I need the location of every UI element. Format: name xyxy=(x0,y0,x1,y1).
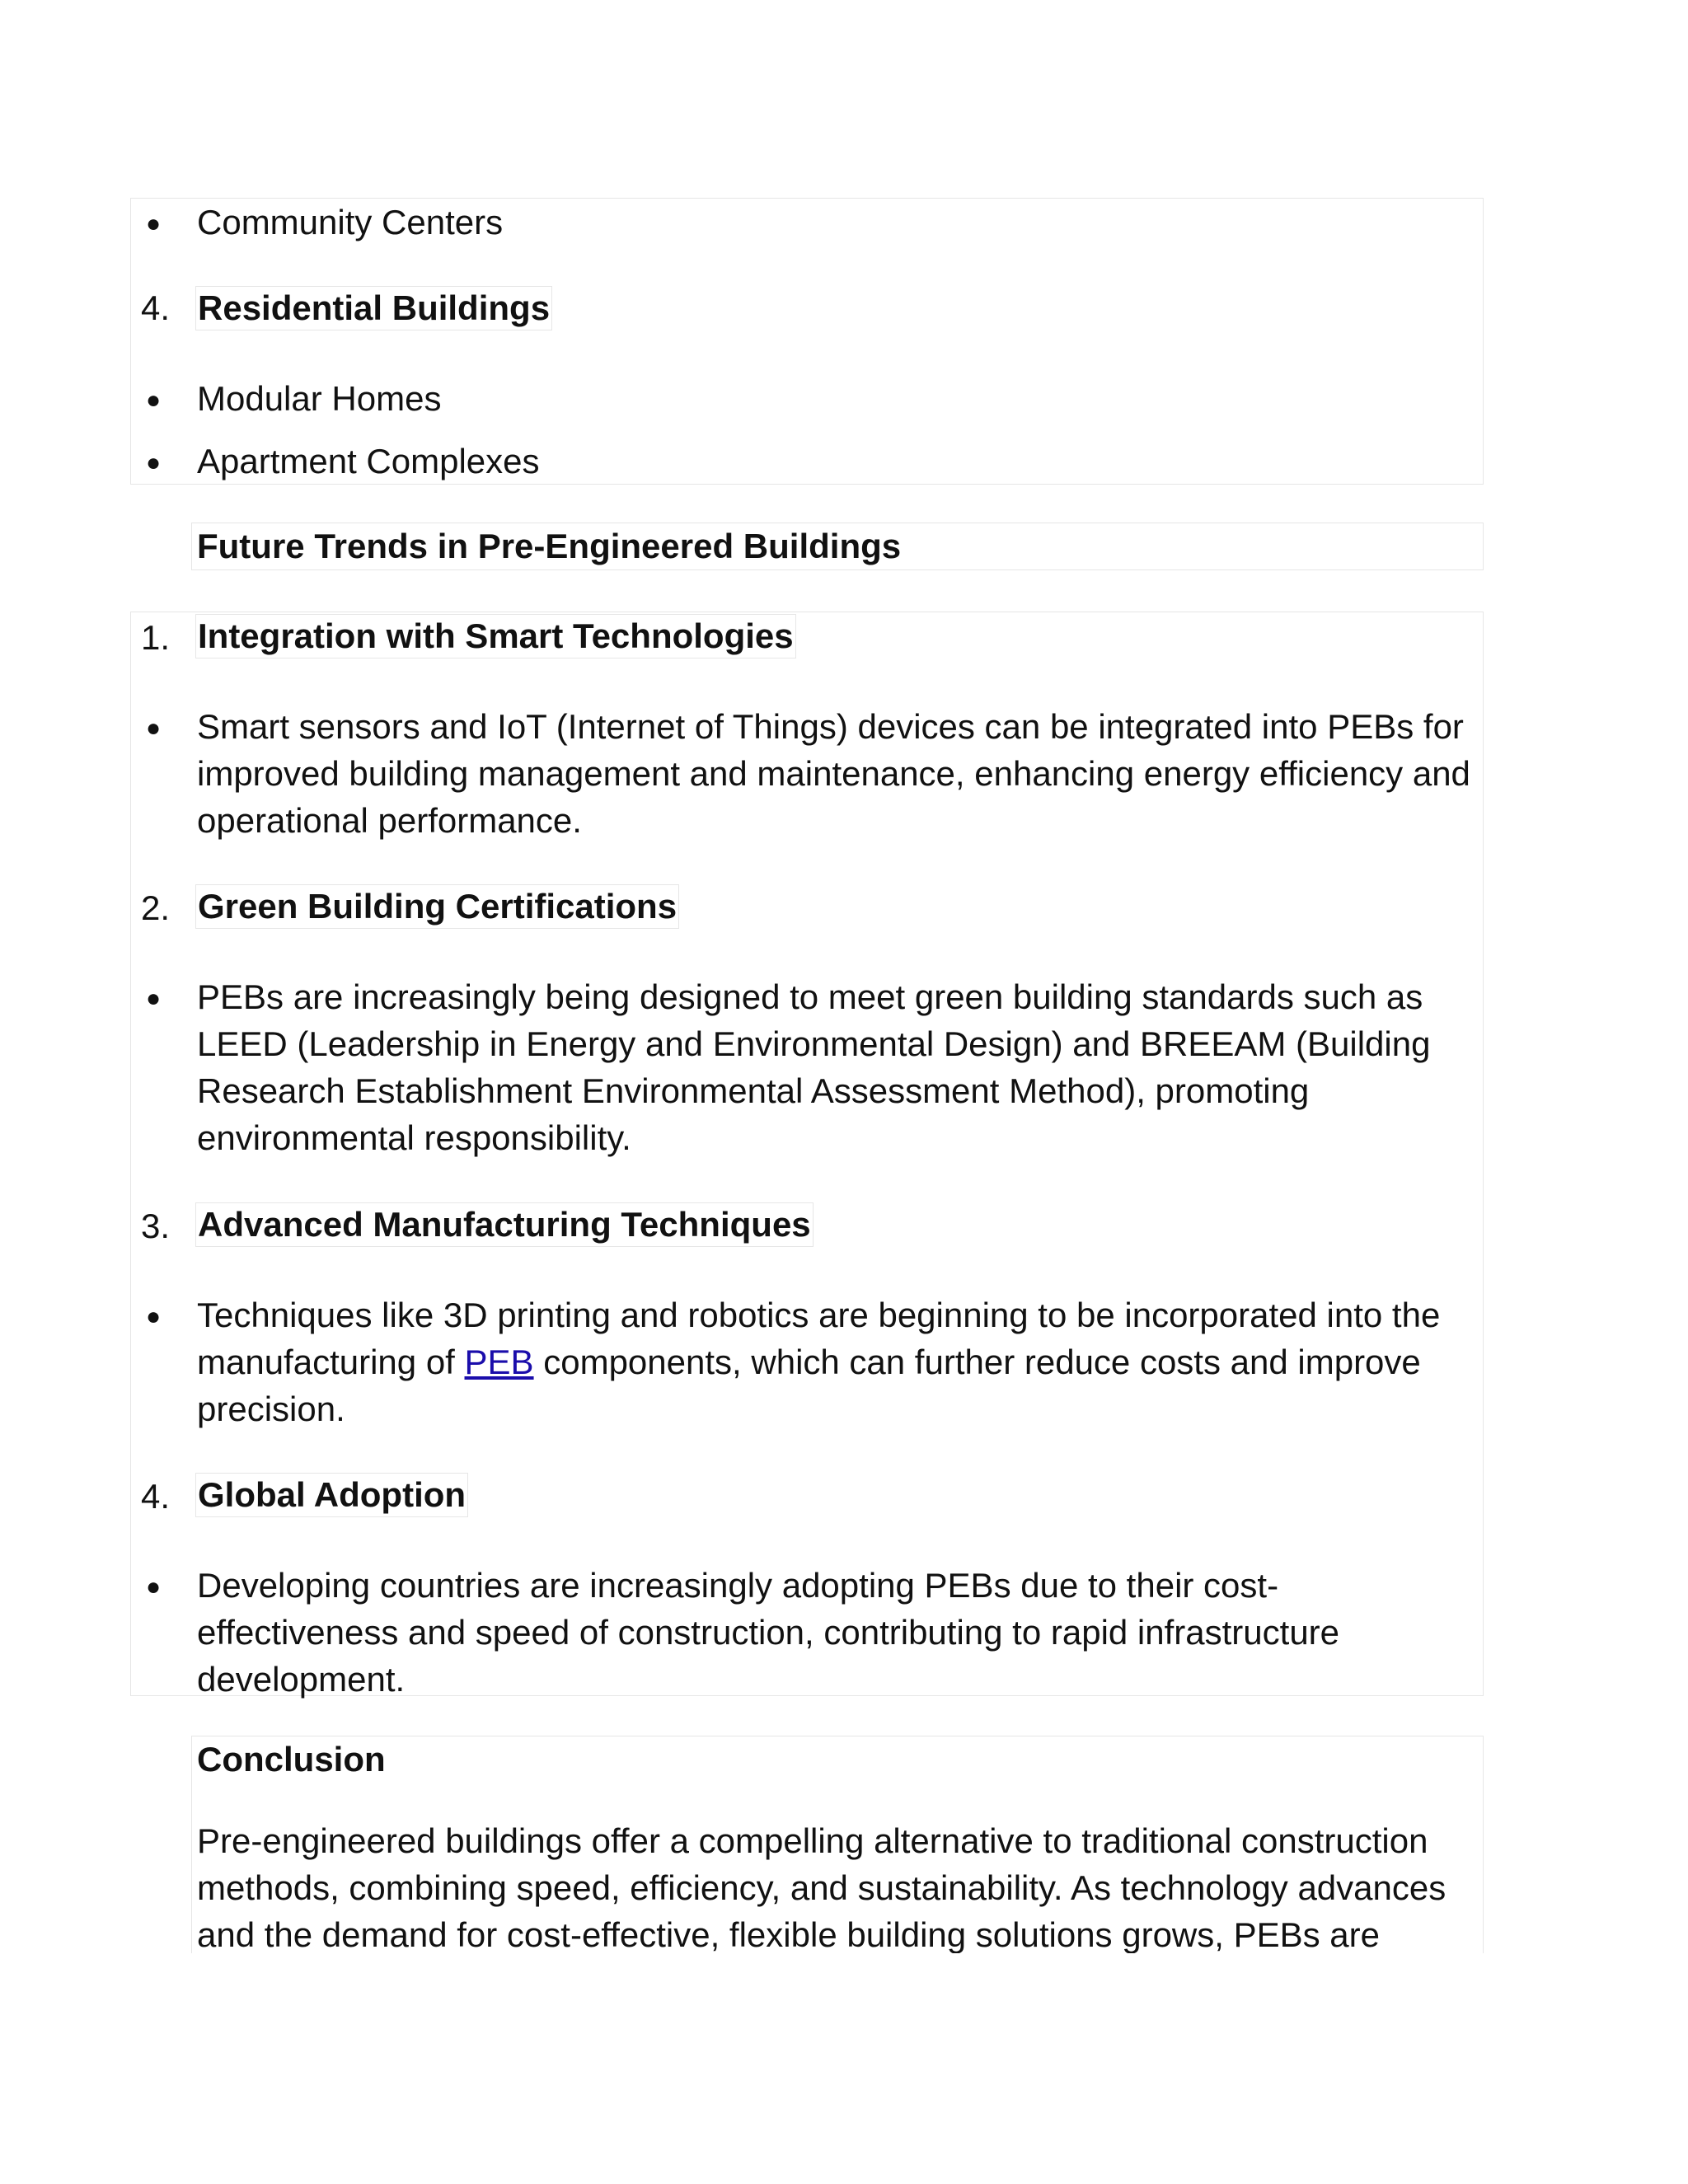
bullet-icon: ● xyxy=(146,715,162,742)
bullet-icon: ● xyxy=(146,985,162,1012)
list-item-text-part: components, which can further reduce costs and improve precision. xyxy=(197,1343,1421,1428)
list-number: 2. xyxy=(141,888,171,927)
section-heading: Integration with Smart Technologies xyxy=(195,614,796,658)
list-number: 1. xyxy=(141,618,171,657)
list-item-text: Community Centers xyxy=(197,203,504,241)
future-trends-title-box xyxy=(191,523,1484,570)
list-item-text: Modular Homes xyxy=(197,379,442,418)
list-number: 3. xyxy=(141,1207,171,1245)
section-heading: Residential Buildings xyxy=(195,286,552,330)
list-number: 4. xyxy=(141,1477,171,1516)
list-item-text-part: Techniques like 3D printing and robotics are beginning to be incorporated into the manufacturing of xyxy=(197,1296,1441,1381)
application-list-block xyxy=(130,198,1484,485)
conclusion-title: Conclusion xyxy=(197,1740,386,1779)
peb-link[interactable]: PEB xyxy=(464,1343,534,1381)
conclusion-block xyxy=(191,1736,1484,1953)
conclusion-paragraph: Pre-engineered buildings offer a compelling alternative to traditional construction methods, combining speed, efficiency, and sustainability. As technology advances and the demand for cost-effective, flexible building solutions grows, PEBs are xyxy=(197,1821,1447,1953)
bullet-icon: ● xyxy=(146,1573,162,1601)
list-item-text: Apartment Complexes xyxy=(197,442,540,480)
trends-list-block xyxy=(130,612,1484,1699)
list-item-text: Smart sensors and IoT (Internet of Things) devices can be integrated into PEBs for improved building management and maintenance, enhancing energy efficiency and operational performance. xyxy=(197,707,1470,840)
list-item-text: Developing countries are increasingly adopting PEBs due to their cost-effectiveness and speed of construction, contributing to rapid infrastructure development. xyxy=(197,1566,1340,1699)
bullet-icon: ● xyxy=(146,387,162,414)
bullet-icon: ● xyxy=(146,1303,162,1330)
list-number: 4. xyxy=(141,288,171,327)
list-item-text: PEBs are increasingly being designed to meet green building standards such as LEED (Leadership in Energy and Environmental Design) and BREEAM (Building Research Establishment Environmental Assessment Method), promoting environmental responsibility. xyxy=(197,977,1431,1157)
section-title: Future Trends in Pre-Engineered Buildings xyxy=(197,527,902,565)
section-heading: Green Building Certifications xyxy=(195,884,679,929)
list-item-text xyxy=(197,1291,1476,1432)
section-heading: Advanced Manufacturing Techniques xyxy=(195,1202,814,1247)
bullet-icon: ● xyxy=(146,449,162,476)
bullet-icon: ● xyxy=(146,210,162,237)
section-heading: Global Adoption xyxy=(195,1473,468,1517)
